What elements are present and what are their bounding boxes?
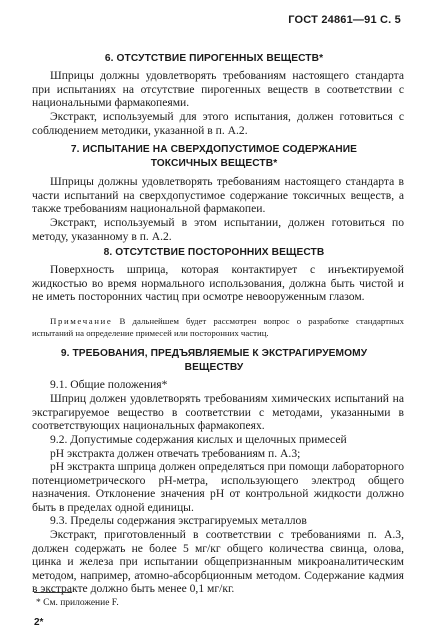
section-7-para-2: Экстракт, используемый в этом испытании, должен готовиться по методу, указанному в п. А.2. [32, 216, 404, 243]
note-text: В дальнейшем будет рассмотрен вопрос о разработке стандартных испытаний на определение примесей или посторонних частиц. [32, 316, 404, 338]
section-8-note [32, 316, 404, 339]
page-header: ГОСТ 24861—91 С. 5 [288, 14, 401, 26]
subsection-9-3-text: Экстракт, приготовленный в соответствии с требованиями п. А.3, должен содержать не более 5 мг/кг общего количества свинца, олова, цинка и железа при испытании общепризнанным микроаналитическим методом, например, атомно-абсорбционным методом. Содержание кадмия в экстракте должно быть менее 0,1 мг/кг. [32, 528, 404, 596]
section-7-title-line-2: ТОКСИЧНЫХ ВЕЩЕСТВ* [150, 158, 278, 169]
section-7-para-1: Шприцы должны удовлетворять требованиям настоящего стандарта в части испытаний на сверхдопустимое содержание токсичных веществ, а также требованиям национальной фармакопеи. [32, 175, 404, 216]
section-6-title: 6. ОТСУТСТВИЕ ПИРОГЕННЫХ ВЕЩЕСТВ* [104, 53, 324, 64]
footnote: * См. приложение F. [36, 598, 119, 608]
subsection-9-2-text-2: pH экстракта шприца должен определяться при помощи лабораторного потенциометрического pH-метра, использующего электрод общего назначения. Отклонение значения pH от контрольной жидкости должно быть в пределах одной единицы. [32, 460, 404, 514]
subsection-9-1-heading: 9.1. Общие положения* [50, 378, 168, 391]
section-8-title: 8. ОТСУТСТВИЕ ПОСТОРОННИХ ВЕЩЕСТВ [103, 247, 325, 258]
note-label: Примечание [50, 316, 113, 326]
section-9-title-line-1: 9. ТРЕБОВАНИЯ, ПРЕДЪЯВЛЯЕМЫЕ К ЭКСТРАГИРУЕМОМУ [60, 348, 368, 359]
page-number: 2* [34, 617, 44, 628]
section-8-para-1: Поверхность шприца, которая контактирует с инъектируемой жидкостью во время нормального использования, должна быть чистой и не иметь посторонних частиц при осмотре невооруженным глазом. [32, 263, 404, 304]
footnote-divider [34, 592, 72, 593]
subsection-9-2-heading: 9.2. Допустимые содержания кислых и щелочных примесей [50, 433, 347, 446]
section-7-title-line-1: 7. ИСПЫТАНИЕ НА СВЕРХДОПУСТИМОЕ СОДЕРЖАНИЕ [70, 144, 358, 155]
subsection-9-3-heading: 9.3. Пределы содержания экстрагируемых металлов [50, 514, 307, 527]
section-9-title-line-2: ВЕЩЕСТВУ [184, 362, 244, 373]
section-6-para-1: Шприцы должны удовлетворять требованиям настоящего стандарта при испытаниях на отсутствие пирогенных веществ в соответствии с национальными фармакопеями. [32, 69, 404, 110]
subsection-9-1-text: Шприц должен удовлетворять требованиям химических испытаний на экстрагируемое вещество в соответствии с методами, указанными в соответствующих национальных фармакопеях. [32, 392, 404, 433]
section-6-para-2: Экстракт, используемый для этого испытания, должен готовиться с соблюдением методики, указанной в п. А.2. [32, 110, 404, 137]
subsection-9-2-text-1: pH экстракта должен отвечать требованиям п. А.3; [50, 447, 301, 460]
